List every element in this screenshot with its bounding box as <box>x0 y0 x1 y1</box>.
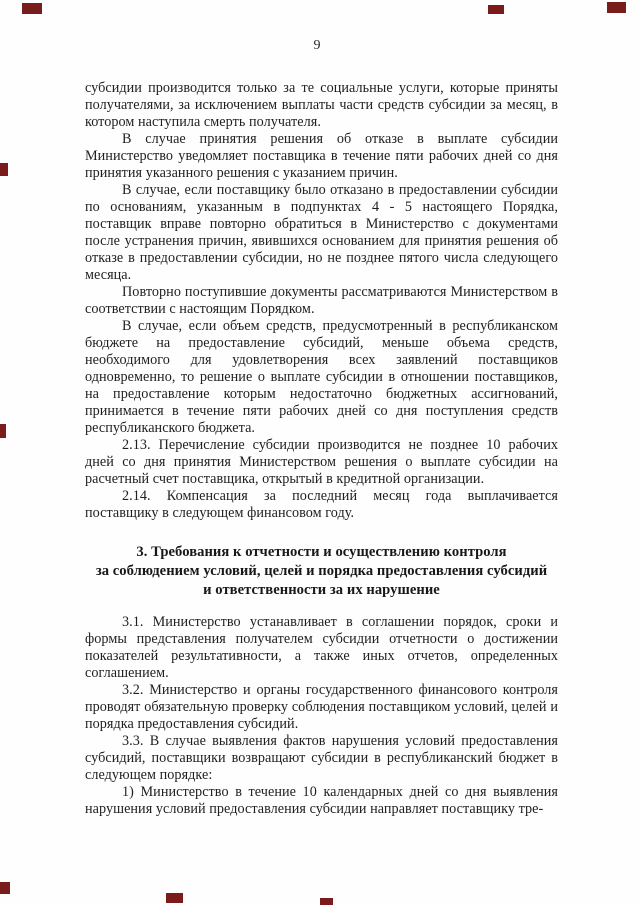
scan-artifact-mark <box>22 3 42 14</box>
section-heading-line: и ответственности за их нарушение <box>203 582 440 598</box>
body-paragraph: В случае принятия решения об отказе в выплате субсидии Министерство уведомляет поставщика в течение пяти рабочих дней со дня принятия указанного решения с указанием причин. <box>85 131 558 181</box>
section-heading-line: за соблюдением условий, целей и порядка предоставления субсидий <box>95 563 548 579</box>
body-paragraph: 2.14. Компенсация за последний месяц года выплачивается поставщику в следующем финансовом году. <box>85 488 558 521</box>
body-paragraph: Повторно поступившие документы рассматриваются Министерством в соответствии с настоящим Порядком. <box>85 284 558 317</box>
body-paragraph: 3.3. В случае выявления фактов нарушения условий предоставления субсидий, поставщики возвращают субсидии в республиканский бюджет в следующем порядке: <box>85 733 558 783</box>
scan-artifact-mark <box>607 2 626 13</box>
body-paragraph: В случае, если поставщику было отказано в предоставлении субсидии по основаниям, указанным в подпунктах 4 - 5 настоящего Порядка, поставщик вправе повторно обратиться в Министерство с документами после устранения причин, явившихся основанием для принятия решения об отказе в предоставлении субсидии, но не позднее пятого числа следующего месяца. <box>85 182 558 283</box>
document-body <box>85 80 558 818</box>
scan-artifact-mark <box>488 5 504 14</box>
scan-artifact-mark <box>0 882 10 894</box>
body-paragraph: В случае, если объем средств, предусмотренный в республиканском бюджете на предоставление субсидий, меньше объема средств, необходимого для удовлетворения всех заявлений поставщиков одновременно, то решение о выплате субсидии в отношении поставщиков, на предоставление которым недостаточно бюджетных ассигнований, принимается в течение пяти рабочих дней со дня поступления средств республиканского бюджета. <box>85 318 558 436</box>
paragraphs-after-heading <box>85 614 558 818</box>
paragraphs-before-heading <box>85 80 558 522</box>
scan-artifact-mark <box>166 893 183 903</box>
body-paragraph: 1) Министерство в течение 10 календарных дней со дня выявления нарушения условий предоставления субсидии направляет поставщику тре- <box>85 784 558 817</box>
scan-artifact-mark <box>0 163 8 176</box>
section-heading-line: 3. Требования к отчетности и осуществлению контроля <box>136 544 507 560</box>
body-paragraph: 3.2. Министерство и органы государственного финансового контроля проводят обязательную проверку соблюдения поставщиком условий, целей и порядка предоставления субсидий. <box>85 682 558 732</box>
section-heading <box>85 543 558 600</box>
body-paragraph: 2.13. Перечисление субсидии производится не позднее 10 рабочих дней со дня принятия Министерством решения о выплате субсидии на расчетный счет поставщика, открытый в кредитной организации. <box>85 437 558 487</box>
page-number: 9 <box>313 38 321 53</box>
scan-artifact-mark <box>320 898 333 905</box>
scan-artifact-mark <box>0 424 6 438</box>
body-paragraph: 3.1. Министерство устанавливает в соглашении порядок, сроки и формы представления получателем субсидии отчетности о достижении показателей результативности, а также иных отчетов, определенных соглашением. <box>85 614 558 681</box>
body-paragraph: субсидии производится только за те социальные услуги, которые приняты получателями, за исключением выплаты части средств субсидии за месяц, в котором наступила смерть получателя. <box>85 80 558 130</box>
